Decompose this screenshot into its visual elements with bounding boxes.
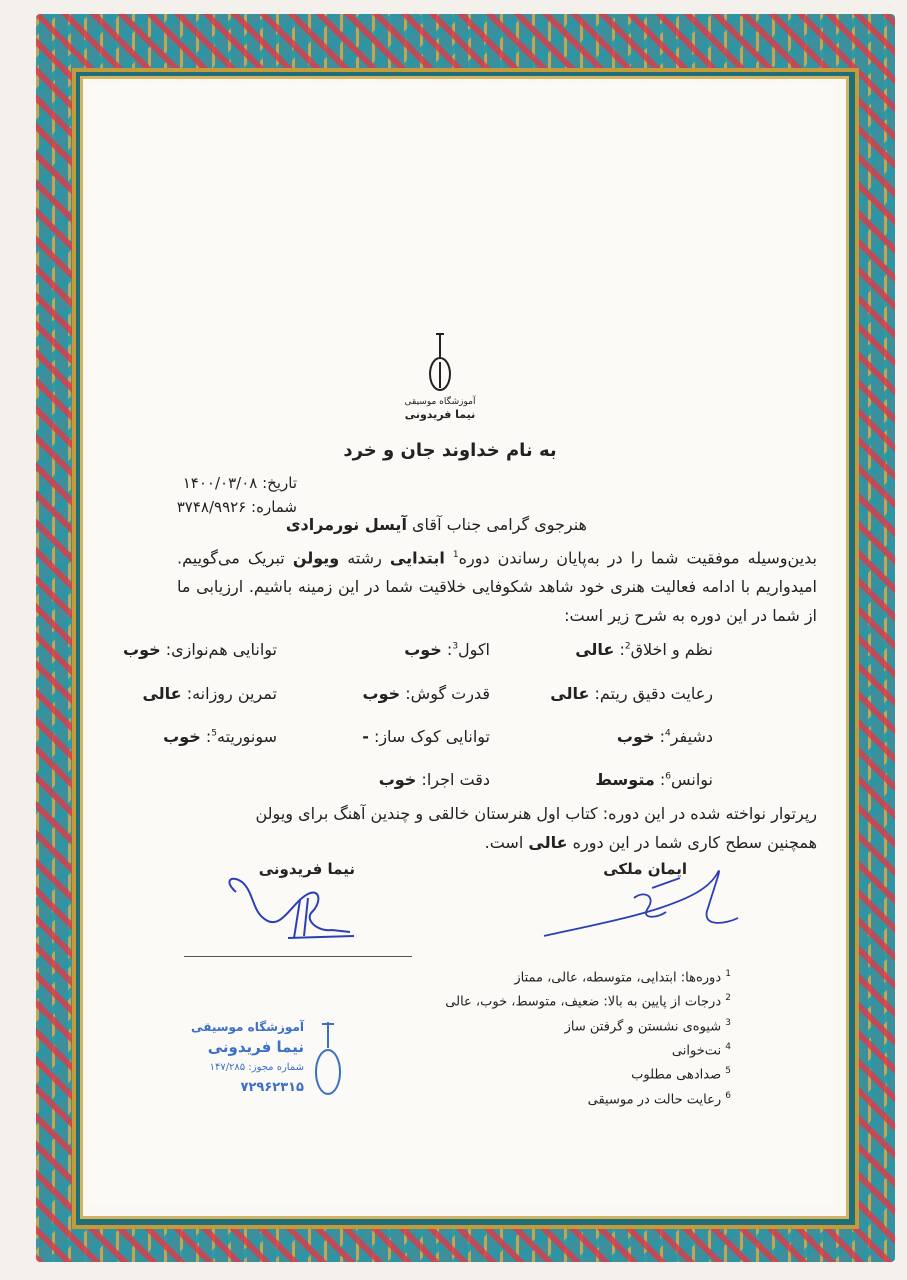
evaluation-label: نظم و اخلاق (630, 640, 713, 659)
evaluation-label: سونوریته (217, 727, 277, 746)
evaluation-footnote-ref: 2 (624, 641, 631, 652)
left-signer-name: نیما فریدونی (258, 860, 355, 878)
evaluation-footnote-ref: 5 (211, 728, 218, 739)
evaluation-item (142, 684, 277, 703)
footnote-item (445, 1013, 731, 1037)
evaluation-value: - (362, 727, 369, 746)
footnote-text: نت‌خوانی (671, 1043, 722, 1059)
footnote-number: 4 (725, 1041, 731, 1052)
evaluation-value: عالی (575, 640, 615, 659)
date-value: ۱۴۰۰/۰۳/۰۸ (182, 474, 258, 492)
footnote-number: 2 (725, 993, 731, 1004)
right-signer-name: ایمان ملکی (603, 860, 687, 878)
congrats-paragraph (177, 541, 817, 630)
course-level: ابتدایی (389, 548, 445, 568)
evaluation-item (379, 770, 490, 789)
evaluation-label: رعایت دقیق ریتم: (594, 684, 713, 703)
stamp-line4: ۷۲۹۶۲۳۱۵ (240, 1080, 304, 1095)
course-field: ویولن (292, 548, 340, 568)
recipient-line (286, 515, 587, 534)
para-part1: بدین‌وسیله موفقیت شما را در به‌پایان رساندن دوره (458, 548, 817, 568)
footnote-item (445, 1037, 731, 1061)
stamp-line3: شماره مجوز: ۱۴۷/۲۸۵ (209, 1062, 304, 1073)
evaluation-value: عالی (142, 684, 182, 703)
recipient-name: آیسل نورمرادی (285, 515, 407, 534)
repertoire-line2 (485, 833, 817, 852)
footnote-text: دوره‌ها: ابتدایی، متوسطه، عالی، ممتاز (514, 970, 722, 986)
evaluation-item: نظم و اخلاق$^2$: عالی (575, 640, 713, 659)
evaluation-item: اکول$^3$: خوب (404, 640, 490, 659)
evaluation-item (363, 684, 490, 703)
footnotes (445, 964, 731, 1110)
evaluation-value: عالی (550, 684, 590, 703)
evaluation-item (550, 684, 713, 703)
para-part3: تبریک می‌گوییم. امیدواریم با ادامه فعالیت هنری خود شاهد شکوفایی خلاقیت شما در این زمینه باشیم. ارزیابی ما از شما در این دوره به شرح زیر است: (177, 548, 817, 626)
footnote-text: شیوه‌ی نشستن و گرفتن ساز (564, 1018, 722, 1034)
date-label: تاریخ: (262, 474, 297, 492)
evaluation-footnote-ref: 4 (664, 728, 671, 739)
stamp-lute-icon (310, 1018, 346, 1104)
logo-line1: آموزشگاه موسیقی (404, 397, 476, 407)
school-stamp (186, 1018, 346, 1106)
number-line (177, 498, 297, 516)
footnote-item (445, 1061, 731, 1085)
logo-line2: نیما فریدونی (404, 408, 476, 421)
evaluation-item (362, 727, 490, 746)
evaluation-label: نوانس (670, 770, 713, 789)
evaluation-label: توانایی هم‌نوازی: (165, 640, 277, 659)
footnote-number: 5 (725, 1066, 731, 1077)
footnote-number: 1 (725, 969, 731, 979)
recipient-prefix: هنرجوی گرامی جناب آقای (412, 515, 587, 534)
repertoire-prefix: همچنین سطح کاری شما در این دوره (572, 833, 817, 852)
lute-icon (430, 334, 450, 390)
evaluation-item: سونوریته$^5$: خوب (163, 727, 277, 746)
evaluation-label: توانایی کوک ساز: (373, 727, 490, 746)
evaluation-value: خوب (378, 770, 417, 789)
signature-line (184, 956, 412, 957)
date-line (183, 474, 297, 492)
evaluation-item: دشیفر$^4$: خوب (616, 727, 713, 746)
footnote-text: درجات از پایین به بالا: ضعیف، متوسط، خوب، عالی (445, 994, 722, 1010)
certificate-heading: به نام خداوند جان و خرد (343, 440, 557, 461)
evaluation-value: خوب (163, 727, 201, 746)
music-school-logo (404, 330, 476, 421)
footnote-ref-1: 1 (452, 550, 459, 560)
repertoire-line1: رپرتوار نواخته شده در این دوره: کتاب اول هنرستان خالقی و چندین آهنگ برای ویولن (255, 804, 817, 823)
evaluation-value: خوب (616, 727, 655, 746)
evaluation-item: نوانس$^6$: متوسط (595, 770, 713, 789)
evaluation-value: متوسط (595, 770, 655, 789)
left-signature (222, 872, 362, 952)
footnote-item (445, 964, 731, 988)
evaluation-label: دشیفر (670, 727, 713, 746)
para-part2: رشته (347, 548, 382, 568)
evaluation-footnote-ref: 6 (665, 771, 671, 782)
evaluation-value: خوب (404, 640, 442, 659)
footnote-item (445, 1086, 731, 1110)
footnote-number: 6 (725, 1090, 731, 1101)
footnote-text: صدادهی مطلوب (631, 1067, 722, 1083)
evaluation-label: دقت اجرا: (421, 770, 490, 789)
evaluation-label: قدرت گوش: (405, 684, 490, 703)
footnote-item (445, 988, 731, 1012)
evaluation-item (123, 640, 277, 659)
overall-grade: عالی (528, 833, 568, 852)
number-label: شماره: (251, 498, 297, 516)
evaluation-value: خوب (362, 684, 401, 703)
number-value: ۳۷۴۸/۹۹۲۶ (176, 498, 247, 516)
repertoire-suffix: است. (484, 833, 524, 852)
stamp-line1: آموزشگاه موسیقی (191, 1020, 304, 1034)
evaluation-label: تمرین روزانه: (186, 684, 277, 703)
stamp-line2: نیما فریدونی (207, 1038, 304, 1056)
evaluation-value: خوب (123, 640, 161, 659)
footnote-number: 3 (725, 1017, 731, 1028)
evaluation-label: اکول (458, 640, 490, 659)
right-signature (540, 868, 740, 942)
evaluation-footnote-ref: 3 (452, 641, 459, 652)
footnote-text: رعایت حالت در موسیقی (587, 1091, 722, 1107)
